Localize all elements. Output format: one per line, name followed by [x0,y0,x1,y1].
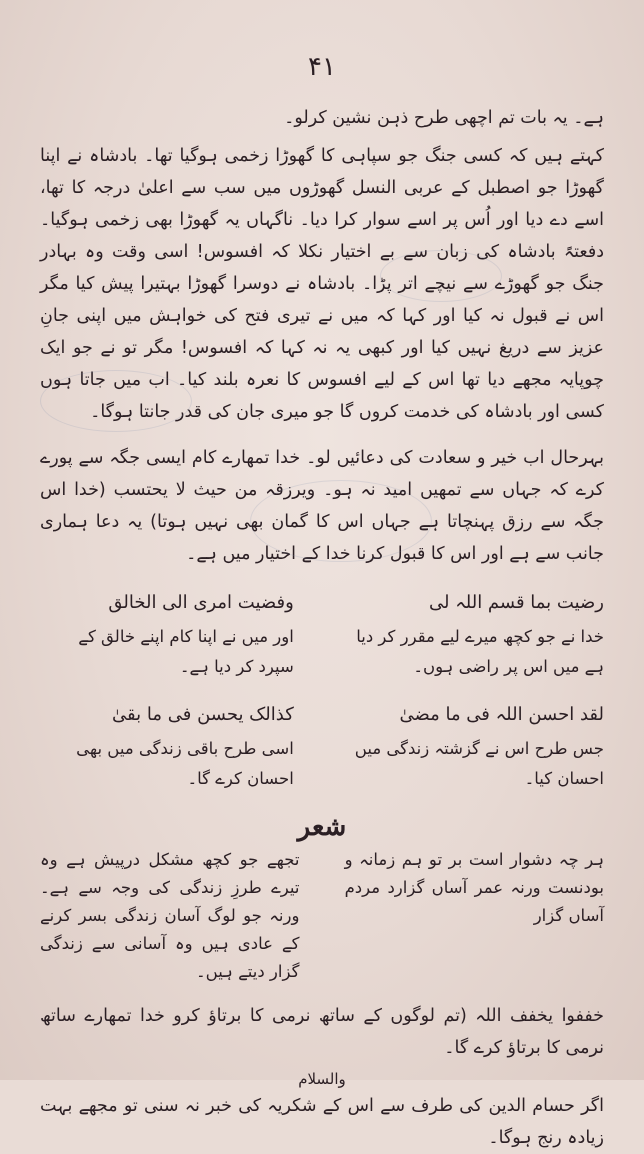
couplet-translation: جس طرح اس نے گزشتہ زندگی میں احسان کیا۔ [354,739,604,788]
paragraph-blessing: بہرحال اب خیر و سعادت کی دعائیں لو۔ خدا تمھارے کام ایسی جگہ سے پورے کرے کہ جہاں سے تمھیں امید نہ ہو۔ ویرزقہ من حیث لا یحتسب (خدا اس جگہ سے رزق پہنچاتا ہے جہاں اس کا گمان بھی نہیں ہوتا) یہ دعا ہماری جانب سے ہے اور اس کا قبول کرنا خدا کے اختیار میں ہے۔ [40,448,604,564]
closing-hadith: خففوا یخفف اللہ (تم لوگوں کے ساتھ نرمی کا برتاؤ کرو خدا تمھارے ساتھ نرمی کا برتاؤ کرے گا۔ [40,1006,604,1058]
couplet-row-2 [40,700,604,794]
page-number: ۴۱ [308,52,336,82]
couplet-row-1 [40,588,604,682]
closing-final-line: اگر حسام الدین کی طرف سے اس کے شکریہ کی خبر نہ سنی تو مجھے بہت زیادہ رنج ہوگا۔ [40,1096,604,1148]
couplet-translation: اور میں نے اپنا کام اپنے خالق کے سپرد کر دیا ہے۔ [78,627,294,676]
closing-section [40,1000,604,1154]
salam-line: والسلام [298,1070,346,1088]
verse-heading: شعر [297,812,347,842]
verse-urdu: تجھے جو کچھ مشکل درپیش ہے وہ تیرے طرزِ زندگی کی وجہ سے ہے۔ ورنہ جو لوگ آسان زندگی بسر کرنے کے عادی ہیں وہ آسانی سے زندگی گزار دیتے ہیں۔ [40,850,300,981]
couplet-arabic: لقد احسن اللہ فی ما مضیٰ [399,704,604,725]
verse-persian-col [345,846,604,986]
couplet [350,588,604,682]
paragraph-horse-story: کہتے ہیں کہ کسی جنگ جو سپاہی کا گھوڑا زخمی ہوگیا تھا۔ بادشاہ نے اپنا گھوڑا جو اصطبل کے عربی النسل گھوڑوں میں سب سے اعلیٰ درجہ کا تھا، اسے دے دیا اور اُس پر اسے سوار کرا دیا۔ ناگہاں یہ گھوڑا بھی زخمی ہوگیا۔ دفعتہً بادشاہ کی زبان سے بے اختیار نکلا کہ افسوس! اسی وقت وہ بہادر جنگ جو گھوڑے سے نیچے اتر پڑا۔ بادشاہ نے دوسرا گھوڑا بہتیرا پیش کیا مگر اس نے قبول نہ کیا اور کہا کہ میں نے تیری فتح کی خواہش میں اپنی جانِ عزیز سے دریغ نہیں کیا اور کبھی یہ نہ کہا کہ افسوس! مگر تو نے جو ایک چوپایہ مجھے دیا تھا اس کے لیے افسوس کا نعرہ بلند کیا۔ اب میں جاتا ہوں کسی اور بادشاہ کی خدمت کروں گا جو میری جان کی قدر جانتا ہوگا۔ [40,146,604,422]
couplet-translation: خدا نے جو کچھ میرے لیے مقرر کر دیا ہے میں اس پر راضی ہوں۔ [356,627,604,676]
verse-block [40,846,604,986]
couplet [40,700,294,794]
paragraph-intro: ہے۔ یہ بات تم اچھی طرح ذہن نشین کرلو۔ [284,108,604,128]
couplet-arabic: وفضیت امری الی الخالق [108,592,294,613]
couplet-arabic: کذالک یحسن فی ما بقیٰ [112,704,294,725]
couplet-translation: اسی طرح باقی زندگی میں بھی احسان کرے گا۔ [76,739,294,788]
couplet-arabic: رضیت بما قسم اللہ لی [429,592,604,613]
couplet [350,700,604,794]
couplet [40,588,294,682]
verse-persian: ہر چہ دشوار است بر تو ہم زمانہ و بودنست ورنہ عمر آساں گزارد مردم آساں گزار [344,850,604,925]
verse-urdu-col [40,846,299,986]
